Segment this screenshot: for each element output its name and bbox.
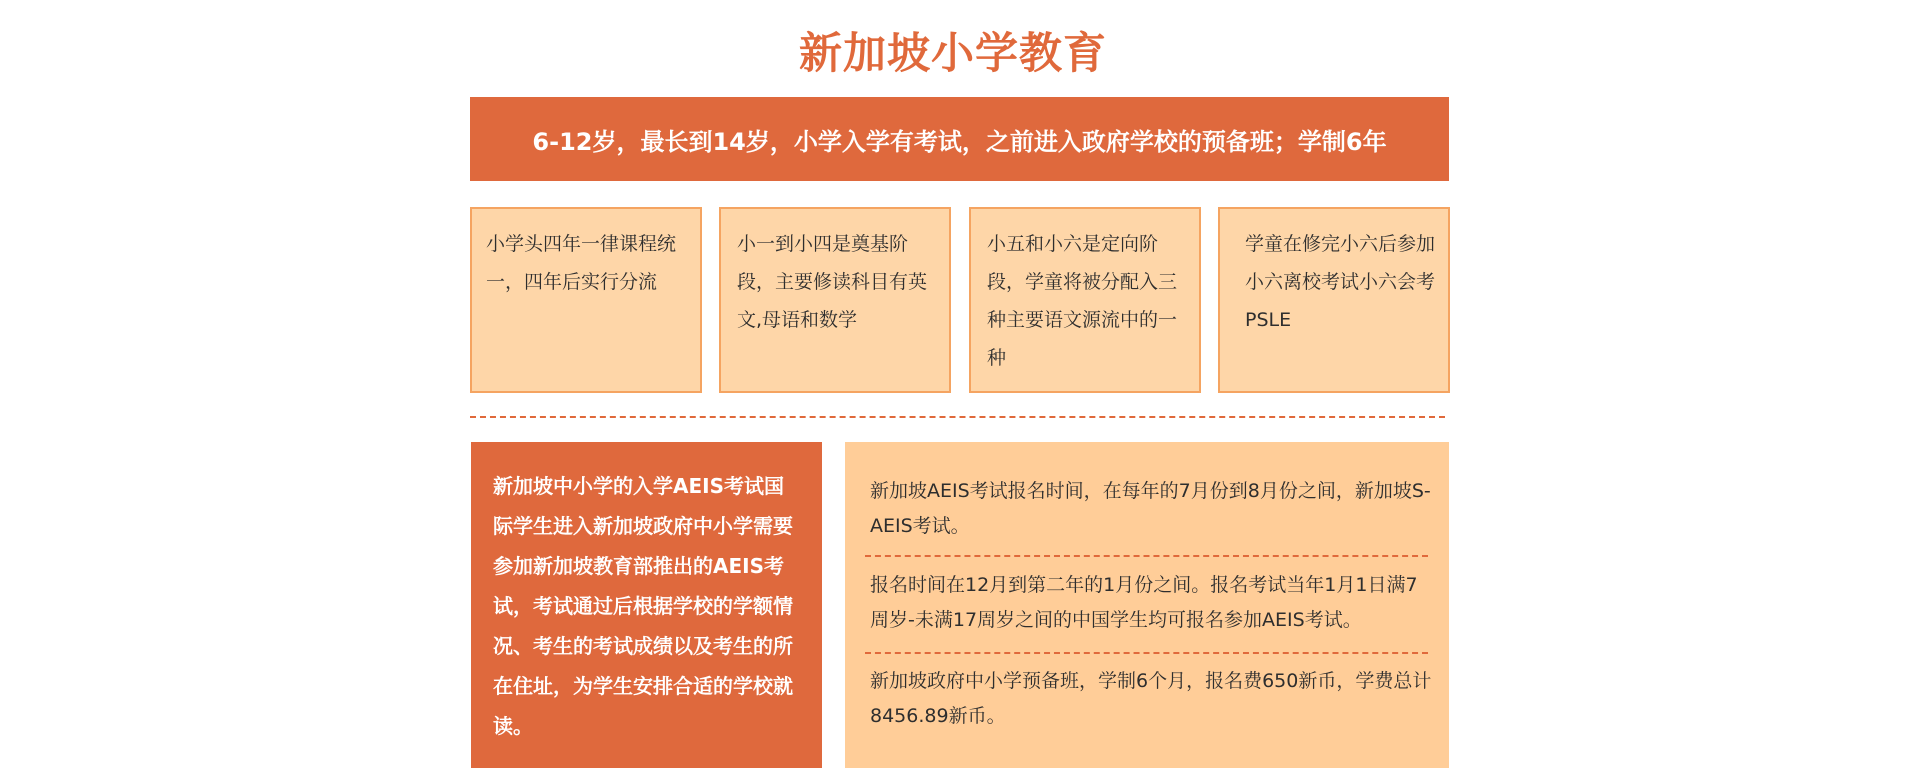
section-divider (470, 416, 1445, 418)
page-title: 新加坡小学教育 (799, 29, 1107, 79)
info-eligibility: 报名时间在12月到第二年的1月份之间。报名考试当年1月1日满7周岁-未满17周岁之间的中国学生均可报名参加AEIS考试。 (870, 574, 1418, 631)
aeis-intro-box: 新加坡中小学的入学AEIS考试国际学生进入新加坡政府中小学需要参加新加坡教育部推出的AEIS考试，考试通过后根据学校的学额情况、考生的考试成绩以及考生的所在住址，为学生安排合适的学校就读。 (471, 442, 822, 768)
stage-card-2: 小一到小四是奠基阶段，主要修读科目有英文,母语和数学 (719, 207, 951, 393)
info-divider-2 (865, 652, 1428, 654)
stage-card-3: 小五和小六是定向阶段，学童将被分配入三种主要语文源流中的一种 (969, 207, 1201, 393)
info-registration-time: 新加坡AEIS考试报名时间，在每年的7月份到8月份之间，新加坡S-AEIS考试。 (870, 480, 1431, 537)
stage-card-1: 小学头四年一律课程统一，四年后实行分流 (470, 207, 702, 393)
aeis-info-panel (845, 442, 1449, 768)
info-divider-1 (865, 555, 1428, 557)
age-summary-banner: 6-12岁，最长到14岁，小学入学有考试，之前进入政府学校的预备班；学制6年 (470, 97, 1449, 181)
info-fees: 新加坡政府中小学预备班，学制6个月，报名费650新币，学费总计8456.89新币。 (870, 670, 1432, 727)
stage-card-4: 学童在修完小六后参加小六离校考试小六会考PSLE (1218, 207, 1450, 393)
